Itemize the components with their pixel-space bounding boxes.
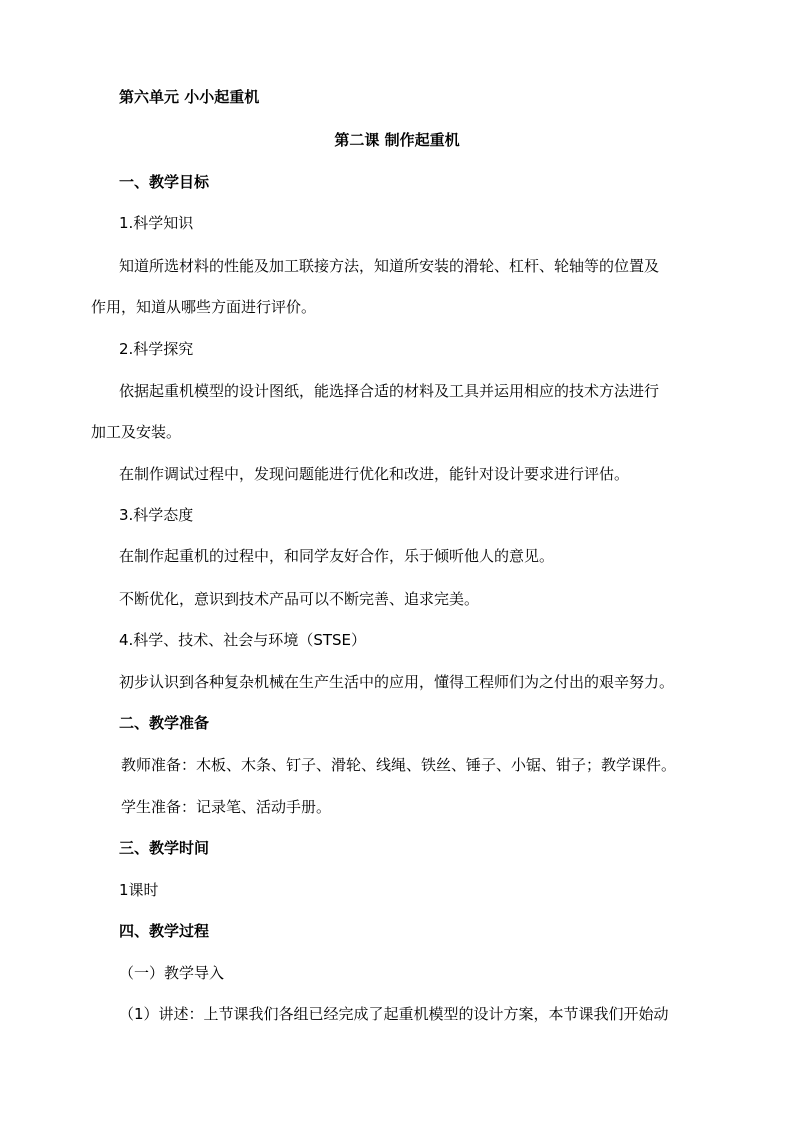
subheading-knowledge: 1.科学知识 <box>119 214 194 232</box>
paragraph-stse: 初步认识到各种复杂机械在生产生活中的应用，懂得工程师们为之付出的艰辛努力。 <box>119 673 675 691</box>
subheading-attitude: 3.科学态度 <box>119 506 194 524</box>
paragraph-inquiry-line2: 加工及安装。 <box>91 423 182 441</box>
subheading-stse: 4.科学、技术、社会与环境（STSE） <box>119 631 366 649</box>
subheading-inquiry: 2.科学探究 <box>119 340 194 358</box>
paragraph-intro-item1: （1）讲述：上节课我们各组已经完成了起重机模型的设计方案，本节课我们开始动 <box>119 1005 669 1023</box>
paragraph-knowledge-line2: 作用，知道从哪些方面进行评价。 <box>91 298 317 316</box>
paragraph-inquiry-line1: 依据起重机模型的设计图纸，能选择合适的材料及工具并运用相应的技术方法进行 <box>119 382 660 400</box>
paragraph-attitude-line1: 在制作起重机的过程中，和同学友好合作，乐于倾听他人的意见。 <box>119 547 555 565</box>
paragraph-attitude-line2: 不断优化，意识到技术产品可以不断完善、追求完美。 <box>119 590 480 608</box>
section-heading-preparation: 二、教学准备 <box>119 714 210 732</box>
paragraph-student-prep: 学生准备：记录笔、活动手册。 <box>121 798 332 816</box>
paragraph-inquiry-line3: 在制作调试过程中，发现问题能进行优化和改进，能针对设计要求进行评估。 <box>119 465 630 483</box>
paragraph-knowledge-line1: 知道所选材料的性能及加工联接方法，知道所安装的滑轮、杠杆、轮轴等的位置及 <box>119 257 660 275</box>
paragraph-duration: 1课时 <box>119 881 159 899</box>
section-heading-objectives: 一、教学目标 <box>119 173 210 191</box>
unit-title: 第六单元 小小起重机 <box>119 88 260 106</box>
paragraph-teacher-prep: 教师准备：木板、木条、钉子、滑轮、线绳、铁丝、锤子、小锯、钳子；教学课件。 <box>121 756 677 774</box>
lesson-title: 第二课 制作起重机 <box>334 131 460 149</box>
subheading-intro: （一）教学导入 <box>119 964 225 982</box>
section-heading-time: 三、教学时间 <box>119 839 210 857</box>
section-heading-process: 四、教学过程 <box>119 922 210 940</box>
